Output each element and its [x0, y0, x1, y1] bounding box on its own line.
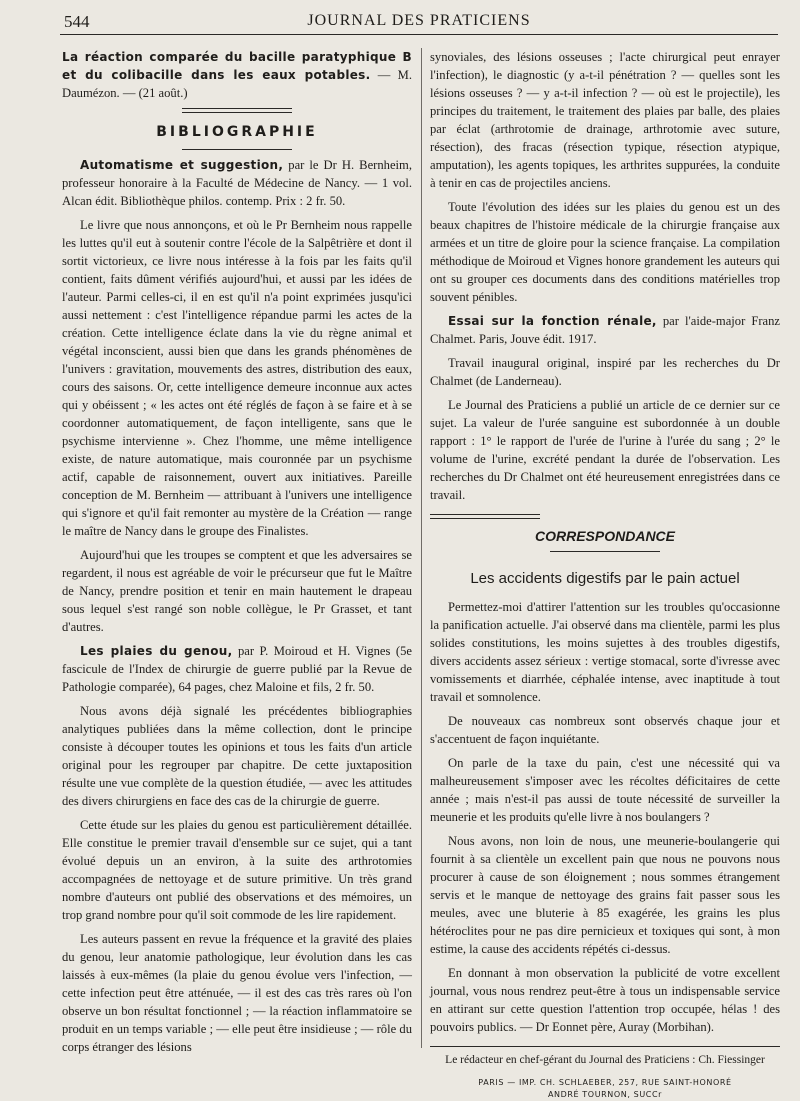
heading-rule — [550, 551, 660, 552]
entry-header — [62, 642, 412, 696]
paragraph: De nouveaux cas nombreux sont observés chaque jour et s'accentuent de façon inquiétante. — [430, 714, 780, 746]
paragraph: Les auteurs passent en revue la fréquence et la gravité des plaies du genou, leur anatomie pathologique, leur évolution dans les cas laissés à eux-mêmes (la plaie du genou évolue vers l'infection, — cette infection peut être atténuée, — il est des cas très rares où l'on observe un bon résultat fonctionnel ; — la réaction inflammatoire se produit en un temps variable ; — elle peut être insidieuse ; — rôle du corps étranger des lésions — [62, 932, 412, 1054]
paragraph: Permettez-moi d'attirer l'attention sur les troubles qu'occasionne la panification actuelle. J'ai observé dans ma clientèle, parmi les plus solides constitutions, les moins sujettes à des troubles digestifs, divers accidents assez sérieux : vertige stomacal, sorte d'ivresse avec vomissements et diarrhée, céphalée intense, avec inaptitude à tout travail et somnolence. — [430, 600, 780, 704]
paragraph: synoviales, des lésions osseuses ; l'acte chirurgical peut enrayer l'infection), le diagnostic (y a-t-il pénétration ? — quelles sont les lésions osseuses ? — y a-t-il infection ? — où est le projectile), les principes du traitement, le traitement des plaies par balle, des plaies par éclat (arthrotomie de drainage, arthrotomie avec suture, résection), des fracas (résection typique, résection atypique, amputation), les agents topiques, les arthrites suppurées, la conduite à tenir en cas de projectiles anciens. — [430, 50, 780, 190]
article-title: Les accidents digestifs par le pain actuel — [470, 570, 740, 587]
journal-title: JOURNAL DES PRATICIENS — [307, 12, 531, 29]
paragraph: En donnant à mon observation la publicité de votre excellent journal, vous nous rendrez peut-être à tous un indispensable service en attirant sur cette question l'attention trop occupée, hélas ! des pouvoirs publics. — Dr Eonnet père, Auray (Morbihan). — [430, 966, 780, 1034]
left-column — [62, 48, 412, 1062]
entry-title: Automatisme et suggestion, — [80, 158, 284, 172]
paragraph: Travail inaugural original, inspiré par les recherches du Dr Chalmet (de Landerneau). — [430, 356, 780, 388]
heading-rule — [182, 149, 292, 150]
intro-author: — M. Daumézon. — (21 août.) — [62, 68, 412, 100]
imprint-line: ANDRÉ TOURNON, SUCCr — [547, 1090, 663, 1099]
entry-meta: par P. Moiroud et H. Vignes (5e fascicule de l'Index de chirurgie de guerre publié par la Revue de Pathologie comparée), 64 pages, chez Maloine et fils, 2 fr. 50. — [62, 644, 413, 694]
paragraph: Nous avons déjà signalé les précédentes bibliographies analytiques publiées dans la même collection, dont le principe consiste à découper toutes les opinions et tous les faits d'un article original pour les regrouper par chapitre. De cette juxtaposition résulte une vue complète de la question étudiée, — avec les attitudes des divers chirurgiens en face des cas de la chirurgie de guerre. — [62, 704, 412, 808]
paragraph: Aujourd'hui que les troupes se comptent et que les adversaires se regardent, il nous est agréable de voir le précurseur que fut le Maître de Nancy, prendre position et tenir en main hautement le drapeau sous lequel s'est rangé son noble collègue, le Pr Grasset, et tant d'autres. — [62, 548, 412, 634]
imprint — [430, 1077, 780, 1101]
entry-header — [62, 156, 412, 210]
right-column — [430, 48, 780, 1101]
section-heading-correspondance: CORRESPONDANCE — [534, 528, 675, 544]
paragraph: On parle de la taxe du pain, c'est une nécessité qui va malheureusement s'imposer avec les récoltes déficitaires de cette année ; mais n'est-il pas aussi de toute nécessité de surveiller la meunerie et les produits qu'elle livre à nos boulangers ? — [430, 756, 780, 824]
entry-title: Essai sur la fonction rénale, — [448, 314, 657, 328]
page-header — [60, 8, 778, 35]
entry-meta: par l'aide-major Franz Chalmet. Paris, Jouve édit. 1917. — [430, 314, 781, 346]
section-heading-bibliographie: BIBLIOGRAPHIE — [156, 124, 318, 140]
page-number: 544 — [64, 12, 90, 31]
paragraph: Nous avons, non loin de nous, une meunerie-boulangerie qui fournit à sa clientèle un excellent pain que nous ne pouvons nous procurer à cause de son éloignement ; nous sommes étrangement servis et le manque de nettoyage des grains fait passer sous les meules, avec une bluterie à 85 exagérée, les grains les plus hétéroclites pour ne pas dire pernicieux et toxiques qui sont, à mon estime, la cause des accidents répétés ci-dessus. — [430, 834, 780, 956]
entry-title: Les plaies du genou, — [80, 644, 233, 658]
paragraph: Cette étude sur les plaies du genou est particulièrement détaillée. Elle constitue le premier travail d'ensemble sur ce sujet, qui a tant évolué depuis un an environ, à la suite des arthrotomies accompagnées de nettoyage et de suture primitive. Un très grand nombre d'auteurs ont publié des observations et des mémoires, un trop grand nombre pour qu'il soit commode de les lire rapidement. — [62, 818, 412, 922]
entry-header — [430, 312, 780, 348]
paragraph: Le livre que nous annonçons, et où le Pr Bernheim nous rappelle les luttes qu'il eut à soutenir contre l'école de la Salpêtrière et dont il sortit victorieux, ce livre nous intéresse à la fois par les faits qu'il contient, faits dûment vérifiés aujourd'hui, et aussi par les idées de l'auteur. Parmi celles-ci, il en est qu'il n'a point exprimées jusqu'ici aussi nettement : c'est l'intelligence répandue parmi les actes de la création. Cette intelligence éclate dans la vie du règne animal et végétal inconscient, aussi bien que dans les grands phénomènes de l'univers : gravitation, mouvements des astres, distribution des eaux, cours des saisons. Or, cette intelligence demeure inconnue aux actes qui y obéissent ; « les actes ont été réglés de façon à se faire et à se coordonner automatiquement, de façon intelligente, sans que le psychisme intervienne ». Chez l'homme, une même intelligence existe, de nature automatique, mais couronnée par un psychisme actif, capable de raisonnement, ouvert aux initiatives. Pareille conception de M. Bernheim — attribuant à l'univers une intelligence qui s'ignore et qu'il fait remonter au mystère de la Création — range le maître de Nancy dans le groupe des Finalistes. — [62, 218, 412, 538]
imprint-line: PARIS — IMP. CH. SCHLAEBER, 257, RUE SAINT-HONORÉ — [478, 1078, 732, 1087]
entry-meta: par le Dr H. Bernheim, professeur honoraire à la Faculté de Médecine de Nancy. — 1 vol. Alcan édit. Bibliothèque philos. contemp. Prix : 2 fr. 50. — [62, 158, 412, 208]
double-rule — [430, 514, 540, 519]
double-rule — [182, 108, 292, 113]
paragraph: Toute l'évolution des idées sur les plaies du genou est un des beaux chapitres de l'histoire médicale de la chirurgie française aux armées et un titre de gloire pour la science française. La compilation méthodique de Moiroud et Vignes honore grandement les auteurs qui ont su grouper ces documents dans des conditions matérielles trop souvent pénibles. — [430, 200, 780, 304]
intro-title: La réaction comparée du bacille paratyphique B et du colibacille dans les eaux potables. — [62, 50, 412, 82]
intro-note — [62, 48, 412, 102]
column-divider — [421, 48, 422, 1048]
paragraph: Le Journal des Praticiens a publié un article de ce dernier sur ce sujet. La valeur de l'urée sanguine est subordonnée à un double rapport : 1° le rapport de l'urée de l'urine à l'urée du sang ; 2° le volume de l'urine, excrété pendant la durée de l'observation. Les recherches du Dr Chalmet ont été heureusement enregistrées dans ce travail. — [430, 398, 780, 502]
editor-credit: Le rédacteur en chef-gérant du Journal des Praticiens : Ch. Fiessinger — [430, 1046, 780, 1069]
